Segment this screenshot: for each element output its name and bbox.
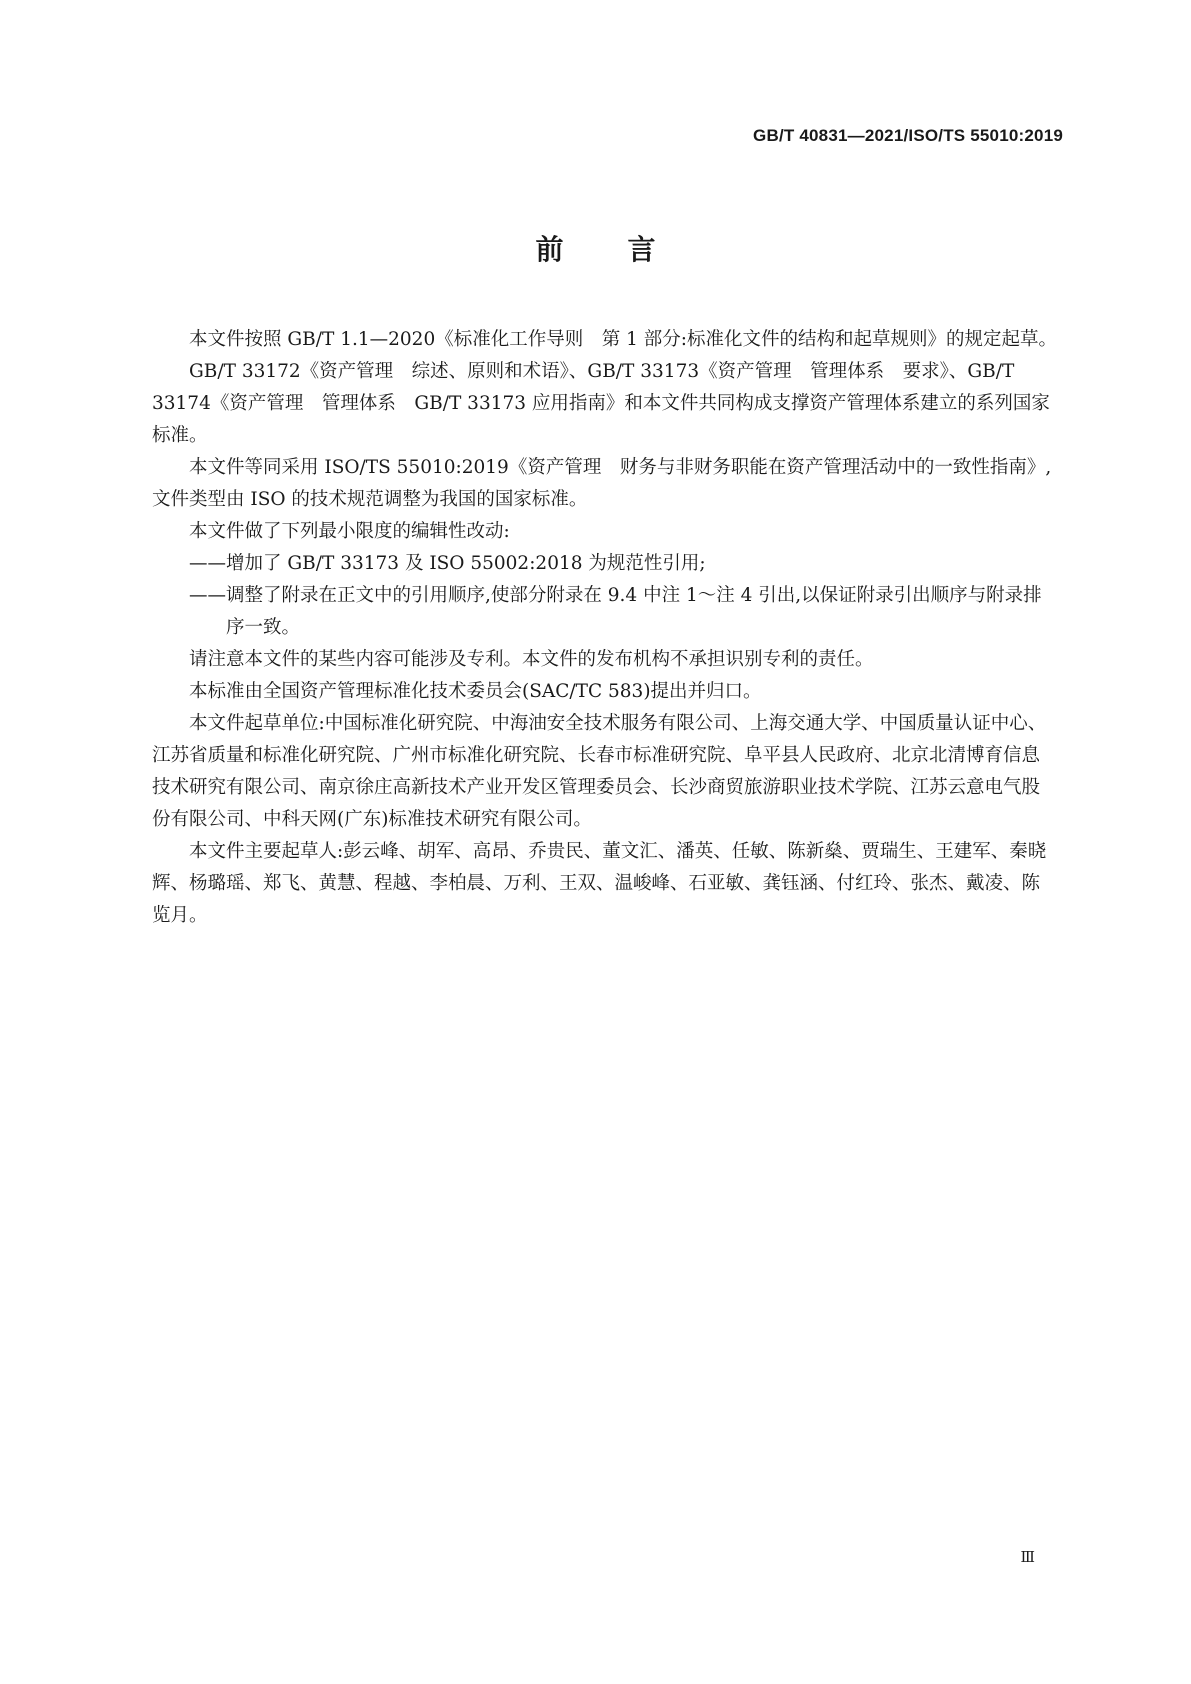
change-item: ——增加了 GB/T 33173 及 ISO 55002:2018 为规范性引用; [189, 553, 706, 574]
page-title: 前言 [535, 233, 720, 266]
paragraph-patent-notice: 请注意本文件的某些内容可能涉及专利。本文件的发布机构不承担识别专利的责任。 [189, 649, 874, 670]
page-number: Ⅲ [1020, 1550, 1035, 1566]
paragraph-drafting-units: 本文件起草单位:中国标准化研究院、中海油安全技术服务有限公司、上海交通大学、中国质量认证中心、江苏省质量和标准化研究院、广州市标准化研究院、长春市标准研究院、阜平县人民政府、北京北清博育信息技术研究有限公司、南京徐庄高新技术产业开发区管理委员会、长沙商贸旅游职业技术学院、江苏云意电气股份有限公司、中科天网(广东)标准技术研究有限公司。 [152, 713, 1047, 830]
paragraph-drafting-rules: 本文件按照 GB/T 1.1—2020《标准化工作导则 第 1 部分:标准化文件的结构和起草规则》的规定起草。 [189, 329, 1057, 350]
paragraph-adoption: 本文件等同采用 ISO/TS 55010:2019《资产管理 财务与非财务职能在资产管理活动中的一致性指南》,文件类型由 ISO 的技术规范调整为我国的国家标准。 [152, 457, 1052, 510]
standard-number-header: GB/T 40831—2021/ISO/TS 55010:2019 [753, 126, 1063, 145]
paragraph-drafters: 本文件主要起草人:彭云峰、胡军、高昂、乔贵民、董文汇、潘英、任敏、陈新燊、贾瑞生、王建军、秦晓辉、杨璐瑶、郑飞、黄慧、程越、李柏晨、万利、王双、温峻峰、石亚敏、龚钰涵、付红玲、张杰、戴凌、陈览月。 [152, 841, 1047, 926]
paragraph-related-standards: GB/T 33172《资产管理 综述、原则和术语》、GB/T 33173《资产管理 管理体系 要求》、GB/T 33174《资产管理 管理体系 GB/T 33173 应用指南》和本文件共同构成支撑资产管理体系建立的系列国家标准。 [152, 361, 1050, 446]
paragraph-editorial-changes-intro: 本文件做了下列最小限度的编辑性改动: [189, 521, 510, 542]
change-item: ——调整了附录在正文中的引用顺序,使部分附录在 9.4 中注 1～注 4 引出,以保证附录引出顺序与附录排序一致。 [189, 585, 1042, 638]
foreword-body [152, 324, 1057, 932]
paragraph-proposer: 本标准由全国资产管理标准化技术委员会(SAC/TC 583)提出并归口。 [189, 681, 762, 702]
